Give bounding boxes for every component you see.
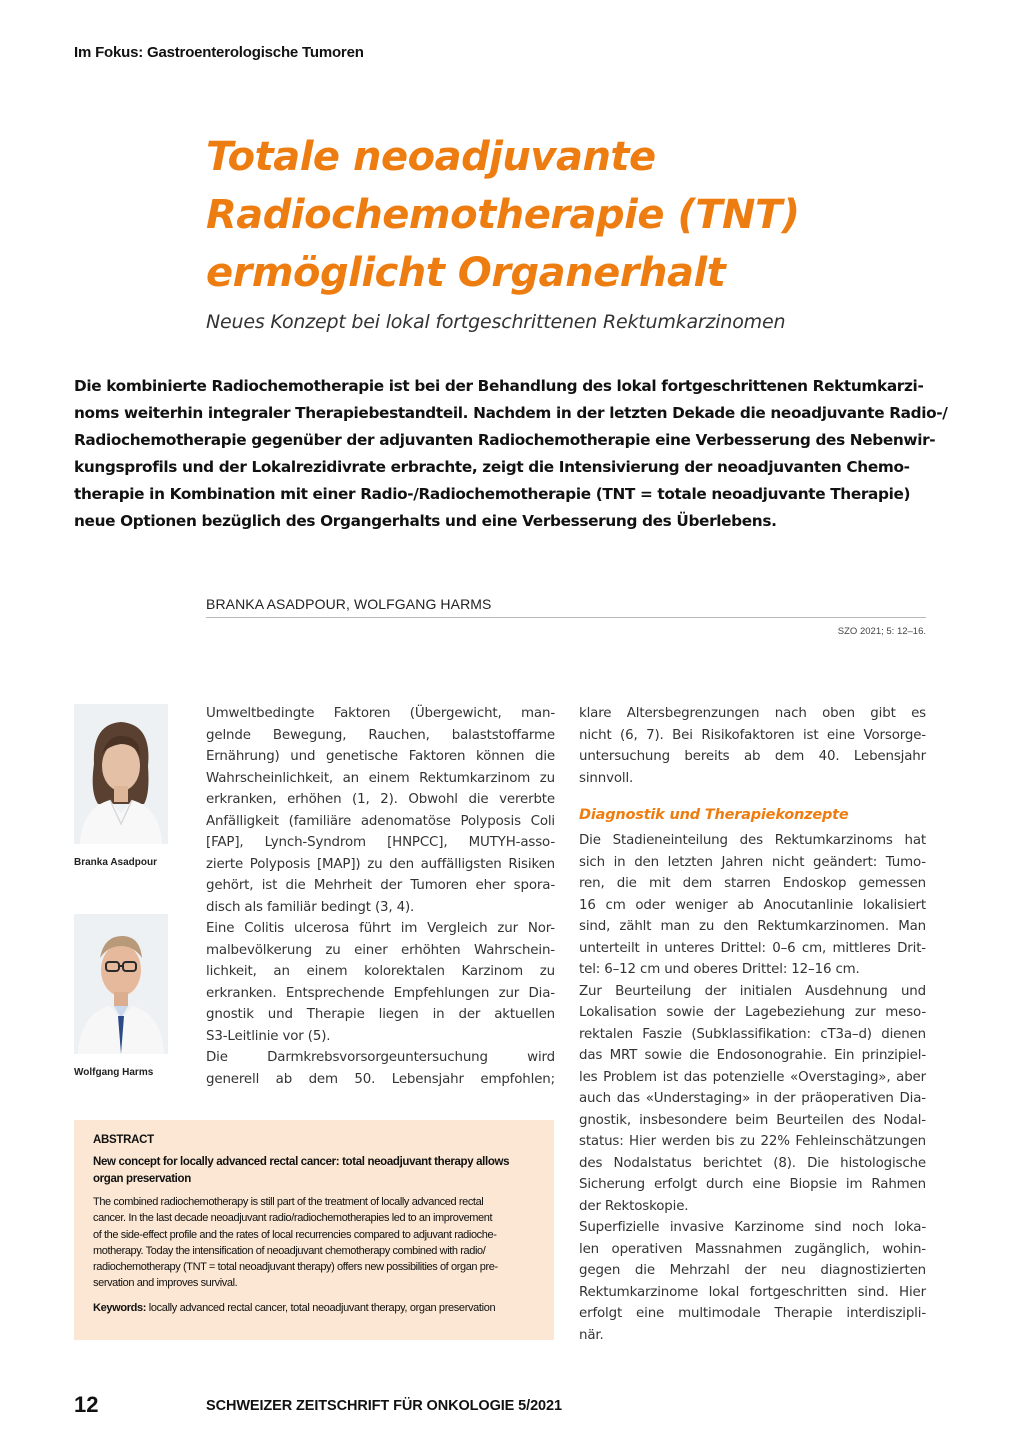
body-line: gegen die Mehrzahl der neu diagnostizierten: [579, 1263, 926, 1278]
body-line: Sicherung erfolgt durch eine Biopsie im Rahmen: [579, 1177, 926, 1192]
body-line: ren, die mit dem starren Endoskop gemessen: [579, 876, 926, 891]
keywords-text: locally advanced rectal cancer, total neoadjuvant therapy, organ preservation: [146, 1301, 496, 1314]
body-line: gnostik und Therapie liegen in der aktuellen: [206, 1007, 555, 1022]
body-line: S3-Leitlinie vor (5).: [206, 1028, 331, 1044]
abstract-line: servation and improves survival.: [93, 1277, 238, 1290]
body-line: klare Altersbegrenzungen nach oben gibt es: [579, 706, 926, 721]
abstract-title-line: New concept for locally advanced rectal cancer: total neoadjuvant therapy allows: [93, 1156, 510, 1168]
abstract-body: [93, 1194, 535, 1292]
body-line: lichkeit, an einem kolorektalen Karzinom zu: [206, 964, 555, 979]
body-line: untersuchung bereits ab dem 40. Lebensjahr: [579, 749, 926, 764]
body-line: när.: [579, 1327, 604, 1343]
author-photo-harms: [74, 914, 168, 1054]
abstract-title: [93, 1154, 535, 1187]
lead-line: Die kombinierte Radiochemotherapie ist bei der Behandlung des lokal fortgeschrittenen Rektumkarzi-: [74, 377, 924, 395]
section-kicker: Im Fokus: Gastroenterologische Tumoren: [74, 44, 364, 61]
author-caption: Wolfgang Harms: [74, 1067, 154, 1078]
body-column-2: [579, 830, 926, 1346]
page-number: 12: [74, 1392, 99, 1417]
title-line: Totale neoadjuvante: [206, 134, 656, 180]
body-line: sind, zählt man zu den Rektumkarzinomen. Man: [579, 919, 926, 934]
body-line: Die Stadieneinteilung des Rektumkarzinoms hat: [579, 833, 926, 848]
divider: [206, 617, 926, 618]
body-line: generell ab dem 50. Lebensjahr empfohlen;: [206, 1071, 555, 1087]
author-photo-asadpour: [74, 704, 168, 844]
lead-paragraph: [74, 373, 948, 535]
lead-line: kungsprofils und der Lokalrezidivrate erbrachte, zeigt die Intensivierung der neoadjuvanten Chemo-: [74, 458, 910, 476]
body-line: der Rektoskopie.: [579, 1198, 689, 1214]
lead-line: therapie in Kombination mit einer Radio-/Radiochemotherapie (TNT = totale neoadjuvante Therapie): [74, 485, 911, 503]
body-column-2-intro: [579, 703, 926, 789]
body-line: gelnde Bewegung, Rauchen, balaststoffarme: [206, 727, 555, 743]
section-heading: Diagnostik und Therapiekonzepte: [579, 807, 849, 823]
body-line: les Problem ist das potenzielle «Overstaging», aber: [579, 1069, 926, 1085]
body-line: unterteilt in unteres Drittel: 0–6 cm, mittleres Drit-: [579, 940, 926, 956]
title-line: ermöglicht Organerhalt: [206, 250, 726, 296]
author-caption: Branka Asadpour: [74, 857, 157, 868]
lead-line: Radiochemotherapie gegenüber der adjuvanten Radiochemotherapie eine Verbesserung des Nebenwir-: [74, 431, 936, 449]
title-line: Radiochemotherapie (TNT): [206, 192, 800, 238]
body-line: 16 cm oder weniger ab Anocutanlinie lokalisiert: [579, 897, 926, 913]
article-subtitle: Neues Konzept bei lokal fortgeschrittenen Rektumkarzinomen: [206, 311, 786, 333]
body-line: Umweltbedingte Faktoren (Übergewicht, man-: [206, 706, 555, 721]
article-authors: BRANKA ASADPOUR, WOLFGANG HARMS: [206, 596, 492, 612]
body-line: das MRT sowie die Endosonograhie. Ein prinzipiel-: [579, 1048, 926, 1063]
abstract-box: [74, 1120, 554, 1340]
body-line: status: Hier werden bis zu 22% Fehleinschätzungen: [579, 1134, 926, 1149]
body-line: [FAP], Lynch-Syndrom [HNPCC], MUTYH-asso-: [206, 835, 555, 850]
lead-line: neue Optionen bezüglich des Organgerhalts und eine Verbesserung des Überlebens.: [74, 512, 777, 530]
body-line: Zur Beurteilung der initialen Ausdehnung und: [579, 983, 926, 999]
abstract-title-line: organ preservation: [93, 1172, 191, 1185]
abstract-line: The combined radiochemotherapy is still part of the treatment of locally advanced rectal: [93, 1196, 484, 1208]
body-line: auch das «Understaging» in der präoperativen Dia-: [579, 1091, 926, 1106]
article-title: [206, 128, 966, 302]
body-line: sinnvoll.: [579, 770, 634, 786]
body-line: disch als familiär bedingt (3, 4).: [206, 899, 415, 915]
body-line: erfolgt eine multimodale Therapie interdiszipli-: [579, 1306, 926, 1321]
keywords-label: Keywords:: [93, 1301, 147, 1314]
body-line: erkranken. Entsprechende Empfehlungen zur Dia-: [206, 985, 555, 1001]
body-line: erkranken, erhöhen (1, 2). Obwohl die vererbte: [206, 792, 555, 807]
body-line: Superfizielle invasive Karzinome sind noch loka-: [579, 1220, 926, 1235]
body-column-1: [206, 703, 555, 1090]
body-line: zierte Polyposis [MAP]) zu den auffälligsten Risiken: [206, 856, 555, 872]
body-line: malbevölkerung zu einer erhöhten Wahrschein-: [206, 942, 555, 958]
lead-line: noms weiterhin integraler Therapiebestandteil. Nachdem in der letzten Dekade die neoadjuvante Radio-/: [74, 404, 948, 422]
journal-name: SCHWEIZER ZEITSCHRIFT FÜR ONKOLOGIE 5/2021: [206, 1398, 562, 1414]
body-line: Lokalisation sowie der Lagebeziehung zur meso-: [579, 1005, 926, 1020]
body-line: rektalen Faszie (Subklassifikation: cT3a–d) dienen: [579, 1026, 926, 1042]
body-line: sich in den letzten Jahren nicht geändert: Tumo-: [579, 854, 926, 870]
abstract-line: radiochemotherapy (TNT = total neoadjuvant therapy) offers new possibilities of organ pre-: [93, 1261, 498, 1274]
body-line: gnostik, insbesondere beim Beurteilen des Nodal-: [579, 1112, 926, 1128]
body-line: Die Darmkrebsvorsorgeuntersuchung wird: [206, 1050, 555, 1065]
abstract-line: of the side-effect profile and the rates of local recurrencies compared to adjuvant radioche-: [93, 1228, 497, 1241]
body-line: Ernährung) und genetische Faktoren können die: [206, 749, 555, 764]
body-line: Wahrscheinlichkeit, an einem Rektumkarzinom zu: [206, 770, 555, 786]
citation: SZO 2021; 5: 12–16.: [837, 626, 926, 637]
body-line: Rektumkarzinome lokal fortgeschritten sind. Hier: [579, 1284, 926, 1300]
body-line: gehört, ist die Mehrheit der Tumoren eher spora-: [206, 878, 555, 893]
body-line: des Nodalstatus berichtet (8). Die histologische: [579, 1155, 926, 1171]
abstract-line: cancer. In the last decade neoadjuvant radio/radiochemotherapies led to an improvement: [93, 1212, 493, 1225]
abstract-keywords: [93, 1300, 535, 1316]
abstract-line: motherapy. Today the intensification of neoadjuvant chemotherapy combined with radio/: [93, 1244, 486, 1257]
body-line: len operativen Massnahmen zugänglich, wohin-: [579, 1241, 926, 1257]
body-line: Eine Colitis ulcerosa führt im Vergleich zur Nor-: [206, 921, 555, 936]
abstract-heading: ABSTRACT: [93, 1134, 154, 1146]
body-line: tel: 6–12 cm und oberes Drittel: 12–16 cm.: [579, 962, 860, 977]
body-line: Anfälligkeit (familiäre adenomatöse Polyposis Coli: [206, 813, 555, 829]
body-line: nicht (6, 7). Bei Risikofaktoren ist eine Vorsorge-: [579, 727, 926, 743]
